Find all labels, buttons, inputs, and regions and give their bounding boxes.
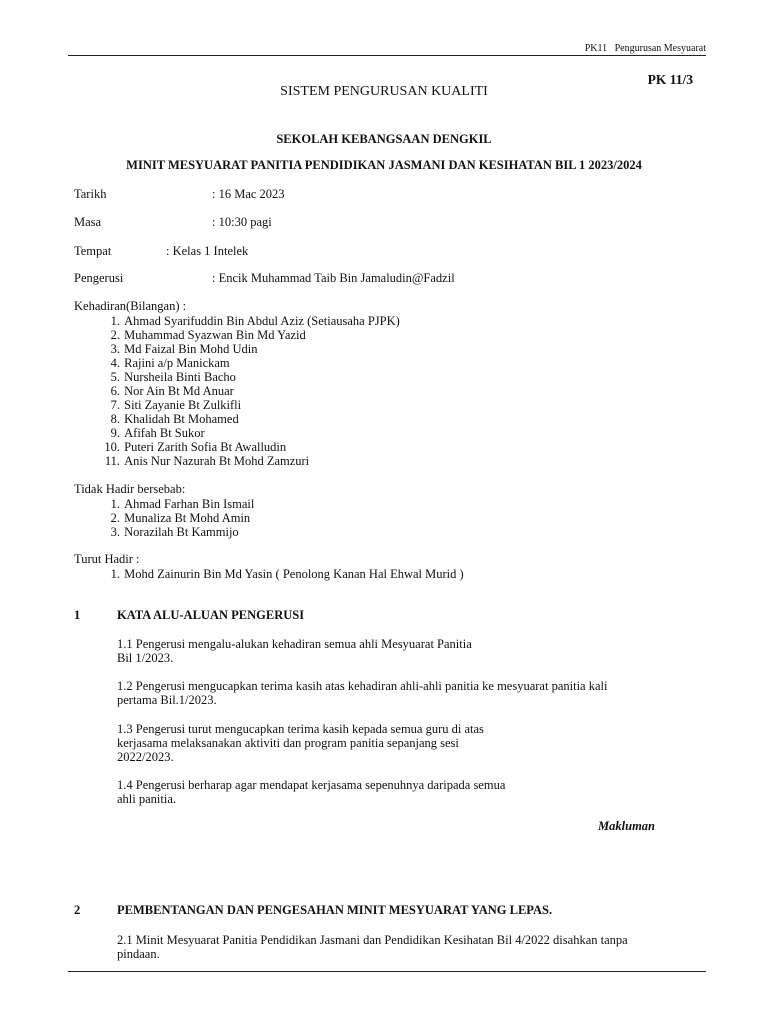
list-item: 3. Norazilah Bt Kammijo: [110, 525, 239, 539]
absent-list: [74, 497, 254, 539]
section-1-number: 1: [74, 608, 81, 622]
chair-label: Pengerusi: [74, 271, 124, 285]
header-title: Pengurusan Mesyuarat: [614, 43, 706, 54]
absent-heading: Tidak Hadir bersebab:: [74, 482, 186, 496]
list-item: 5. Nursheila Binti Bacho: [110, 370, 236, 384]
list-item: 2. Munaliza Bt Mohd Amin: [110, 511, 251, 525]
list-item: 1. Ahmad Syarifuddin Bin Abdul Aziz (Setiausaha PJPK): [110, 314, 400, 328]
date-value: : 16 Mac 2023: [212, 187, 285, 201]
document-code: PK 11/3: [647, 72, 693, 87]
list-item: 9. Afifah Bt Sukor: [110, 426, 205, 440]
time-value: : 10:30 pagi: [212, 215, 272, 229]
list-item: 4. Rajini a/p Manickam: [110, 356, 230, 370]
list-item: 3. Md Faizal Bin Mohd Udin: [110, 342, 258, 356]
list-item: 10. Puteri Zarith Sofia Bt Awalludin: [104, 440, 287, 454]
action-note: Makluman: [598, 819, 655, 833]
list-item: 6. Nor Ain Bt Md Anuar: [110, 384, 234, 398]
paragraph-2-1: 2.1 Minit Mesyuarat Panitia Pendidikan Jasmani dan Pendidikan Kesihatan Bil 4/2022 disahkan tanpa pindaan.: [117, 933, 628, 961]
paragraph-1-2: 1.2 Pengerusi mengucapkan terima kasih atas kehadiran ahli-ahli panitia ke mesyuarat panitia kali pertama Bil.1/2023.: [117, 679, 608, 707]
header-code: PK11: [584, 43, 608, 54]
place-label: Tempat: [74, 244, 112, 258]
list-item: 11. Anis Nur Nazurah Bt Mohd Zamzuri: [104, 454, 310, 468]
list-item: 8. Khalidah Bt Mohamed: [110, 412, 239, 426]
paragraph-1-4: 1.4 Pengerusi berharap agar mendapat kerjasama sepenuhnya daripada semua ahli panitia.: [117, 778, 506, 806]
attendance-heading: Kehadiran(Bilangan) :: [74, 299, 187, 313]
date-label: Tarikh: [74, 187, 107, 201]
section-2-number: 2: [74, 903, 81, 917]
section-1-title: KATA ALU-ALUAN PENGERUSI: [117, 608, 305, 622]
school-name: SEKOLAH KEBANGSAAN DENGKIL: [276, 132, 492, 146]
list-item: 2. Muhammad Syazwan Bin Md Yazid: [110, 328, 306, 342]
time-label: Masa: [74, 215, 102, 229]
list-item: 1. Ahmad Farhan Bin Ismail: [110, 497, 255, 511]
system-title: SISTEM PENGURUSAN KUALITI: [280, 84, 488, 99]
running-header: [585, 43, 706, 54]
list-item: 1. Mohd Zainurin Bin Md Yasin ( Penolong Kanan Hal Ehwal Murid ): [110, 567, 464, 581]
paragraph-1-1: 1.1 Pengerusi mengalu-alukan kehadiran semua ahli Mesyuarat Panitia Bil 1/2023.: [117, 637, 472, 665]
place-value: : Kelas 1 Intelek: [166, 244, 249, 258]
attendance-list: [74, 314, 400, 468]
also-present-heading: Turut Hadir :: [74, 552, 140, 566]
section-2-title: PEMBENTANGAN DAN PENGESAHAN MINIT MESYUARAT YANG LEPAS.: [117, 903, 553, 917]
paragraph-1-3: 1.3 Pengerusi turut mengucapkan terima kasih kepada semua guru di atas kerjasama melaksanakan aktiviti dan program panitia sepanjang sesi 2022/2023.: [117, 722, 484, 764]
list-item: 7. Siti Zayanie Bt Zulkifli: [110, 398, 242, 412]
also-present-list: [74, 567, 464, 581]
meeting-title: MINIT MESYUARAT PANITIA PENDIDIKAN JASMANI DAN KESIHATAN BIL 1 2023/2024: [126, 158, 642, 172]
header-rule: [68, 55, 706, 56]
chair-value: : Encik Muhammad Taib Bin Jamaludin@Fadzil: [212, 271, 455, 285]
footer-rule: [68, 971, 706, 972]
